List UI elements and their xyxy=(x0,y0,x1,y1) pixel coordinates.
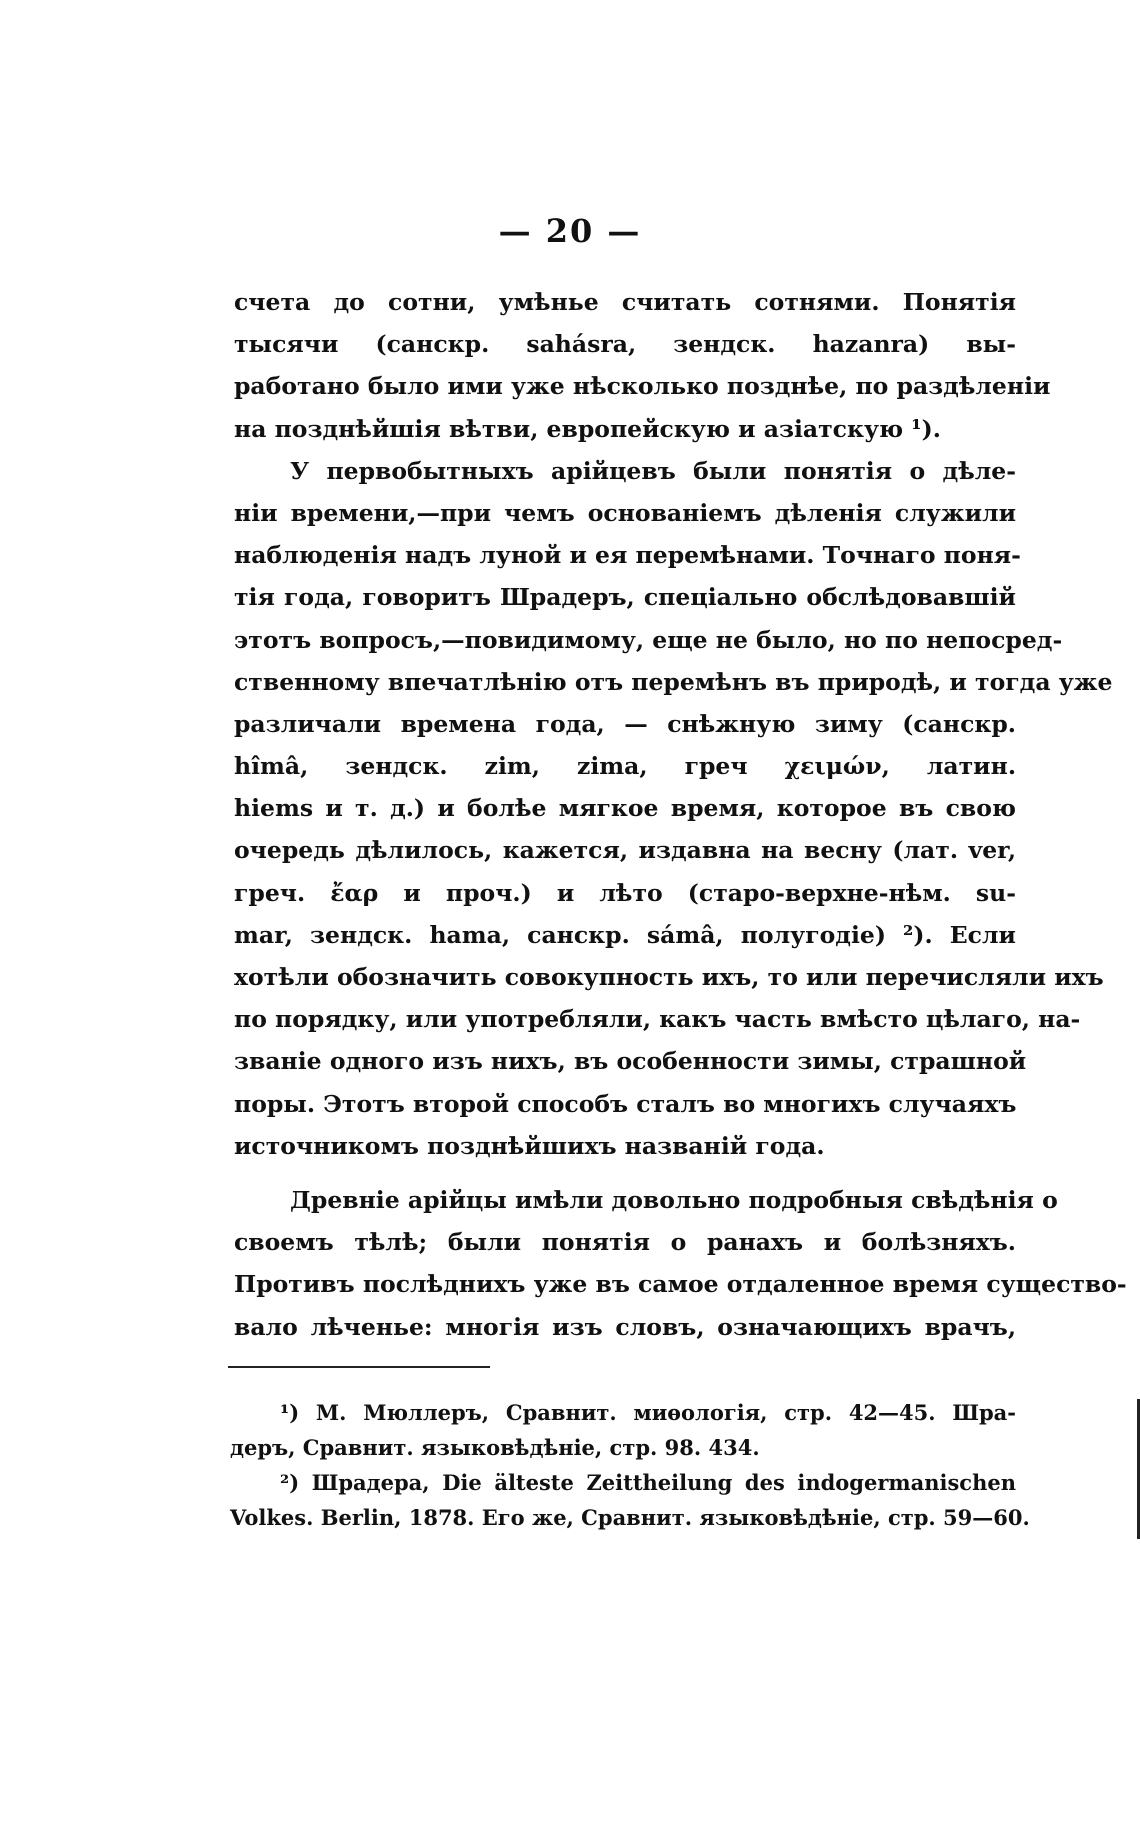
footnotes xyxy=(230,1395,1030,1535)
text-line: различали времена года, — снѣжную зиму (санскр. xyxy=(234,709,1016,738)
text-line: своемъ тѣлѣ; были понятія о ранахъ и болѣзняхъ. xyxy=(234,1228,1016,1257)
text-line: тысячи (санскр. sahásra, зендск. hazanra) вы- xyxy=(234,330,1016,359)
footnote-line: деръ, Сравнит. языковѣдѣніе, стр. 98. 434. xyxy=(230,1435,760,1460)
main-text xyxy=(234,281,1127,1348)
text-line: hîmâ, зендск. zim, zima, греч χειμών, латин. xyxy=(234,752,1016,781)
text-line: счета до сотни, умѣнье считать сотнями. Понятія xyxy=(234,288,1016,316)
text-line: тія года, говоритъ Шрадеръ, спеціально обслѣдовавшій xyxy=(234,583,1016,612)
footnote-line: Volkes. Berlin, 1878. Его же, Сравнит. языковѣдѣніе, стр. 59—60. xyxy=(230,1505,1030,1530)
text-line: хотѣли обозначить совокупность ихъ, то или перечисляли ихъ xyxy=(234,963,1104,991)
footnote-line: ¹) М. Мюллеръ, Сравнит. миѳологія, стр. 42—45. Шра- xyxy=(280,1400,1016,1425)
text-line: поры. Этотъ второй способъ сталъ во многихъ случаяхъ xyxy=(234,1089,1017,1118)
text-line: Древніе арійцы имѣли довольно подробныя свѣдѣнія о xyxy=(290,1185,1058,1214)
footnote-divider xyxy=(228,1366,490,1368)
text-line: на позднѣйшія вѣтви, европейскую и азіатскую ¹). xyxy=(234,414,941,443)
text-line: источникомъ позднѣйшихъ названій года. xyxy=(234,1131,825,1160)
text-line: Противъ послѣднихъ уже въ самое отдаленное время существо- xyxy=(234,1270,1127,1299)
text-line: ственному впечатлѣнію отъ перемѣнъ въ природѣ, и тогда уже xyxy=(234,667,1113,696)
text-line: mar, зендск. hama, санскр. sámâ, полугодіе) ²). Если xyxy=(234,920,1016,949)
footnote-line: ²) Шрадера, Die älteste Zeittheilung des indogermanischen xyxy=(280,1470,1016,1495)
text-line: hiems и т. д.) и болѣе мягкое время, которое въ свою xyxy=(234,794,1016,823)
text-line: У первобытныхъ арійцевъ были понятія о дѣле- xyxy=(290,456,1016,485)
page-number: — 20 — xyxy=(498,212,642,250)
text-line: работано было ими уже нѣсколько позднѣе, по раздѣленіи xyxy=(234,372,1051,401)
text-line: ніи времени,—при чемъ основаніемъ дѣленія служили xyxy=(234,498,1016,527)
text-line: очередь дѣлилось, кажется, издавна на весну (лат. ver, xyxy=(234,836,1016,865)
text-line: вало лѣченье: многія изъ словъ, означающихъ врачъ, xyxy=(234,1312,1016,1341)
text-line: званіе одного изъ нихъ, въ особенности зимы, страшной xyxy=(234,1047,1027,1076)
text-line: этотъ вопросъ,—повидимому, еще не было, но по непосред- xyxy=(234,625,1063,654)
text-line: наблюденія надъ луной и ея перемѣнами. Точнаго поня- xyxy=(234,541,1021,570)
text-line: греч. ἔαρ и проч.) и лѣто (старо-верхне-нѣм. su- xyxy=(234,878,1016,907)
text-line: по порядку, или употребляли, какъ часть вмѣсто цѣлаго, на- xyxy=(234,1005,1081,1034)
